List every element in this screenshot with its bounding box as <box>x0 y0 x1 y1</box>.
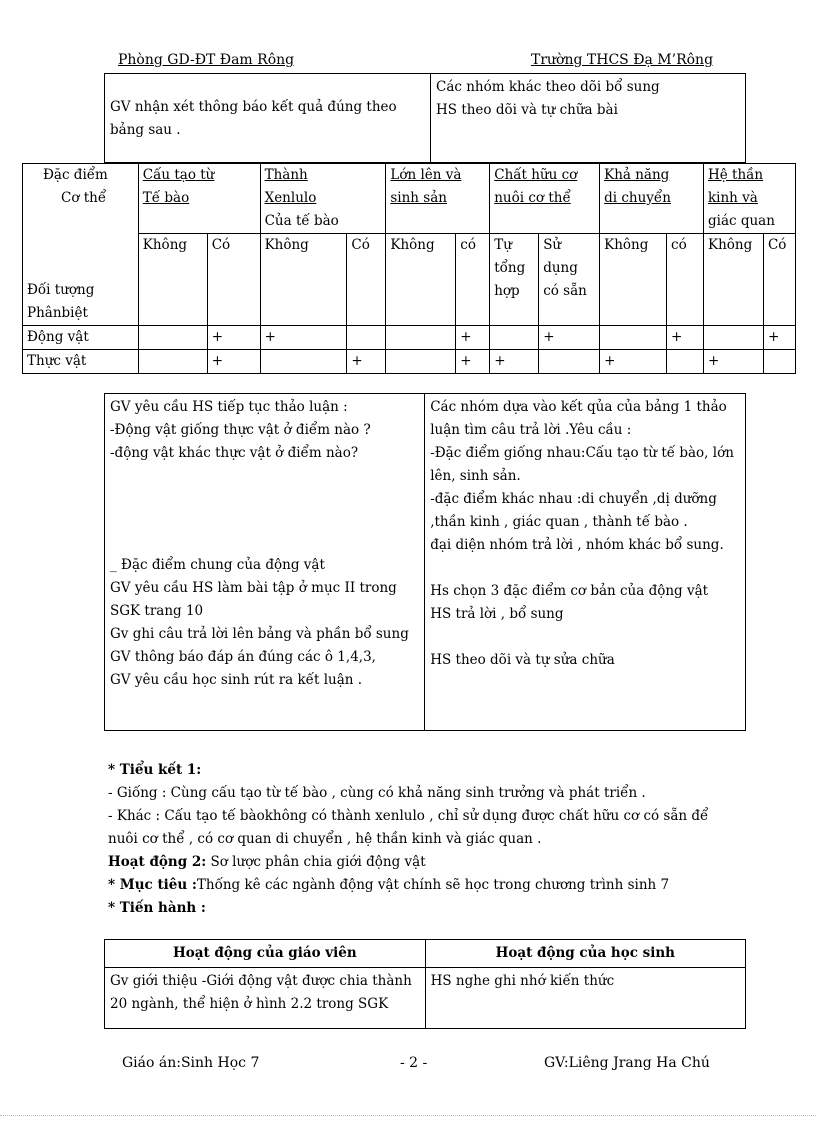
group-line: Lớn lên và <box>390 167 462 183</box>
group-cell-growth <box>386 164 490 234</box>
sub-header-cell: Có <box>207 234 260 326</box>
summary-similar: - Giống : Cùng cấu tạo từ tế bào , cùng có khả năng sinh trưởng và phát triển . <box>108 785 646 801</box>
sub-header-cell: Tự tổng hợp <box>490 234 539 326</box>
group-line: Xenlulo <box>264 190 317 206</box>
teacher-line: -động vật khác thực vật ở điểm nào? <box>110 445 359 461</box>
corner-body-label: Cơ thể <box>61 190 107 206</box>
top-table-student-line: Các nhóm khác theo dõi bổ sung <box>436 79 660 95</box>
student-line: Hs chọn 3 đặc điểm cơ bản của động vật <box>430 583 709 599</box>
table-cell: + <box>490 350 539 374</box>
group-line: Tế bào <box>142 190 190 206</box>
corner-feature-label: Đặc điểm <box>43 167 108 183</box>
summary-heading: * Tiểu kết 1: <box>108 762 202 778</box>
table-cell <box>703 326 763 350</box>
top-table-student-cell <box>431 74 746 163</box>
sub-header-cell: Không <box>600 234 667 326</box>
table-cell: + <box>667 326 704 350</box>
table-cell: + <box>207 350 260 374</box>
footer-page-number: - 2 - <box>400 1055 428 1071</box>
activity-student-cell: HS nghe ghi nhớ kiến thức <box>425 968 745 1029</box>
student-line: HS trả lời , bổ sung <box>430 606 564 622</box>
table-cell: + <box>347 350 386 374</box>
group-line: Chất hữu cơ <box>494 167 578 183</box>
teacher-line: GV yêu cầu HS làm bài tập ở mục II trong SGK trang 10 <box>110 580 397 619</box>
group-cell-structure <box>138 164 260 234</box>
table-cell <box>600 326 667 350</box>
header-school-office: Phòng GD-ĐT Đam Rông <box>118 52 295 68</box>
teacher-line: _ Đặc điểm chung của động vật <box>110 557 325 573</box>
corner-object-label: Đối tượng <box>27 282 95 298</box>
group-cell-nutrition <box>490 164 600 234</box>
student-line: Các nhóm dựa vào kết qủa của bảng 1 thảo luận tìm câu trả lời .Yêu cầu : <box>430 399 727 438</box>
table-cell: + <box>763 326 795 350</box>
row-label: Động vật <box>23 326 139 350</box>
summary-different: - Khác : Cấu tạo tế bàokhông có thành xenlulo , chỉ sử dụng được chất hữu cơ có sẵn để nuôi cơ thể , có cơ quan di chuyển , hệ thần kinh và giác quan . <box>108 808 709 847</box>
top-table-student-line: HS theo dõi và tự chữa bài <box>436 102 618 118</box>
table-cell <box>138 350 207 374</box>
table-row <box>23 350 796 374</box>
discussion-teacher-cell <box>105 394 425 731</box>
table-cell <box>260 350 347 374</box>
group-line: Khả năng <box>604 167 670 183</box>
activity-head-teacher: Hoạt động của giáo viên <box>105 940 426 968</box>
goal-text: Thống kê các ngành động vật chính sẽ học trong chương trình sinh 7 <box>196 877 670 893</box>
top-table-teacher-cell: GV nhận xét thông báo kết quả đúng theo bảng sau . <box>105 74 431 163</box>
footer-lesson: Giáo án:Sinh Học 7 <box>122 1055 260 1071</box>
goal-label: * Mục tiêu : <box>108 877 197 893</box>
table-cell <box>539 350 600 374</box>
sub-header-cell: Sử dụng có sẵn <box>539 234 600 326</box>
activity-teacher-cell: Gv giới thiệu -Giới động vật được chia thành 20 ngành, thể hiện ở hình 2.2 trong SGK <box>105 968 426 1029</box>
proceed-label: * Tiến hành : <box>108 900 206 916</box>
student-line: -Đặc điểm giống nhau:Cấu tạo từ tế bào, lớn lên, sinh sản. <box>430 445 734 484</box>
table-cell: + <box>539 326 600 350</box>
top-table <box>104 73 746 163</box>
teacher-line: GV thông báo đáp án đúng các ô 1,4,3, <box>110 649 376 665</box>
activity-2-label: Hoạt động 2: <box>108 854 207 870</box>
table-row <box>23 326 796 350</box>
table-cell: + <box>703 350 763 374</box>
table-cell: + <box>207 326 260 350</box>
group-line: Của tế bào <box>264 213 339 229</box>
table-cell: + <box>456 350 490 374</box>
group-line: giác quan <box>707 213 775 229</box>
group-cell-nervous <box>703 164 795 234</box>
sub-header-cell: Có <box>347 234 386 326</box>
sub-header-cell: Không <box>703 234 763 326</box>
table-cell <box>667 350 704 374</box>
comparison-table <box>22 163 796 374</box>
activity-table <box>104 939 746 1029</box>
sub-header-cell: Có <box>763 234 795 326</box>
activity-2-text: Sơ lược phân chia giới động vật <box>206 854 426 870</box>
activity-2-line <box>108 851 728 874</box>
sub-header-cell: có <box>456 234 490 326</box>
discussion-student-cell <box>425 394 746 731</box>
row-label: Thực vật <box>23 350 139 374</box>
group-line: di chuyển <box>604 190 671 206</box>
group-line: Hệ thần <box>707 167 764 183</box>
teacher-line: GV yêu cầu học sinh rút ra kết luận . <box>110 672 363 688</box>
teacher-line: -Động vật giống thực vật ở điểm nào ? <box>110 422 371 438</box>
goal-line <box>108 874 728 897</box>
student-line: HS theo dõi và tự sửa chữa <box>430 652 615 668</box>
teacher-line: GV yêu cầu HS tiếp tục thảo luận : <box>110 399 348 415</box>
teacher-line: Gv ghi câu trả lời lên bảng và phần bổ sung <box>110 626 409 642</box>
header-school-name: Trường THCS Đạ M’Rông <box>531 52 714 68</box>
table-cell <box>386 350 456 374</box>
comparison-corner-cell <box>23 164 139 326</box>
corner-distinction-label: Phânbiệt <box>27 305 88 321</box>
sub-header-cell: Không <box>386 234 456 326</box>
table-cell: + <box>260 326 347 350</box>
group-cell-movement <box>600 164 704 234</box>
sub-header-cell: Không <box>260 234 347 326</box>
group-line: kinh và <box>707 190 758 206</box>
table-cell <box>490 326 539 350</box>
sub-header-cell: Không <box>138 234 207 326</box>
table-cell <box>138 326 207 350</box>
table-cell <box>347 326 386 350</box>
discussion-table <box>104 393 746 731</box>
student-line: đại diện nhóm trả lời , nhóm khác bổ sung. <box>430 537 724 553</box>
group-line: Cấu tạo từ <box>142 167 215 183</box>
table-cell <box>763 350 795 374</box>
table-cell: + <box>456 326 490 350</box>
footer-teacher: GV:Liêng Jrang Ha Chú <box>544 1055 710 1071</box>
table-cell: + <box>600 350 667 374</box>
activity-head-student: Hoạt động của học sinh <box>425 940 745 968</box>
sub-header-cell: có <box>667 234 704 326</box>
group-line: sinh sản <box>390 190 447 206</box>
page-bottom-divider <box>0 1115 816 1116</box>
student-line: -đặc điểm khác nhau :di chuyển ,dị dưỡng ,thần kinh , giác quan , thành tế bào . <box>430 491 717 530</box>
group-line: nuôi cơ thể <box>494 190 571 206</box>
group-cell-cellulose <box>260 164 386 234</box>
group-line: Thành <box>264 167 308 183</box>
table-cell <box>386 326 456 350</box>
